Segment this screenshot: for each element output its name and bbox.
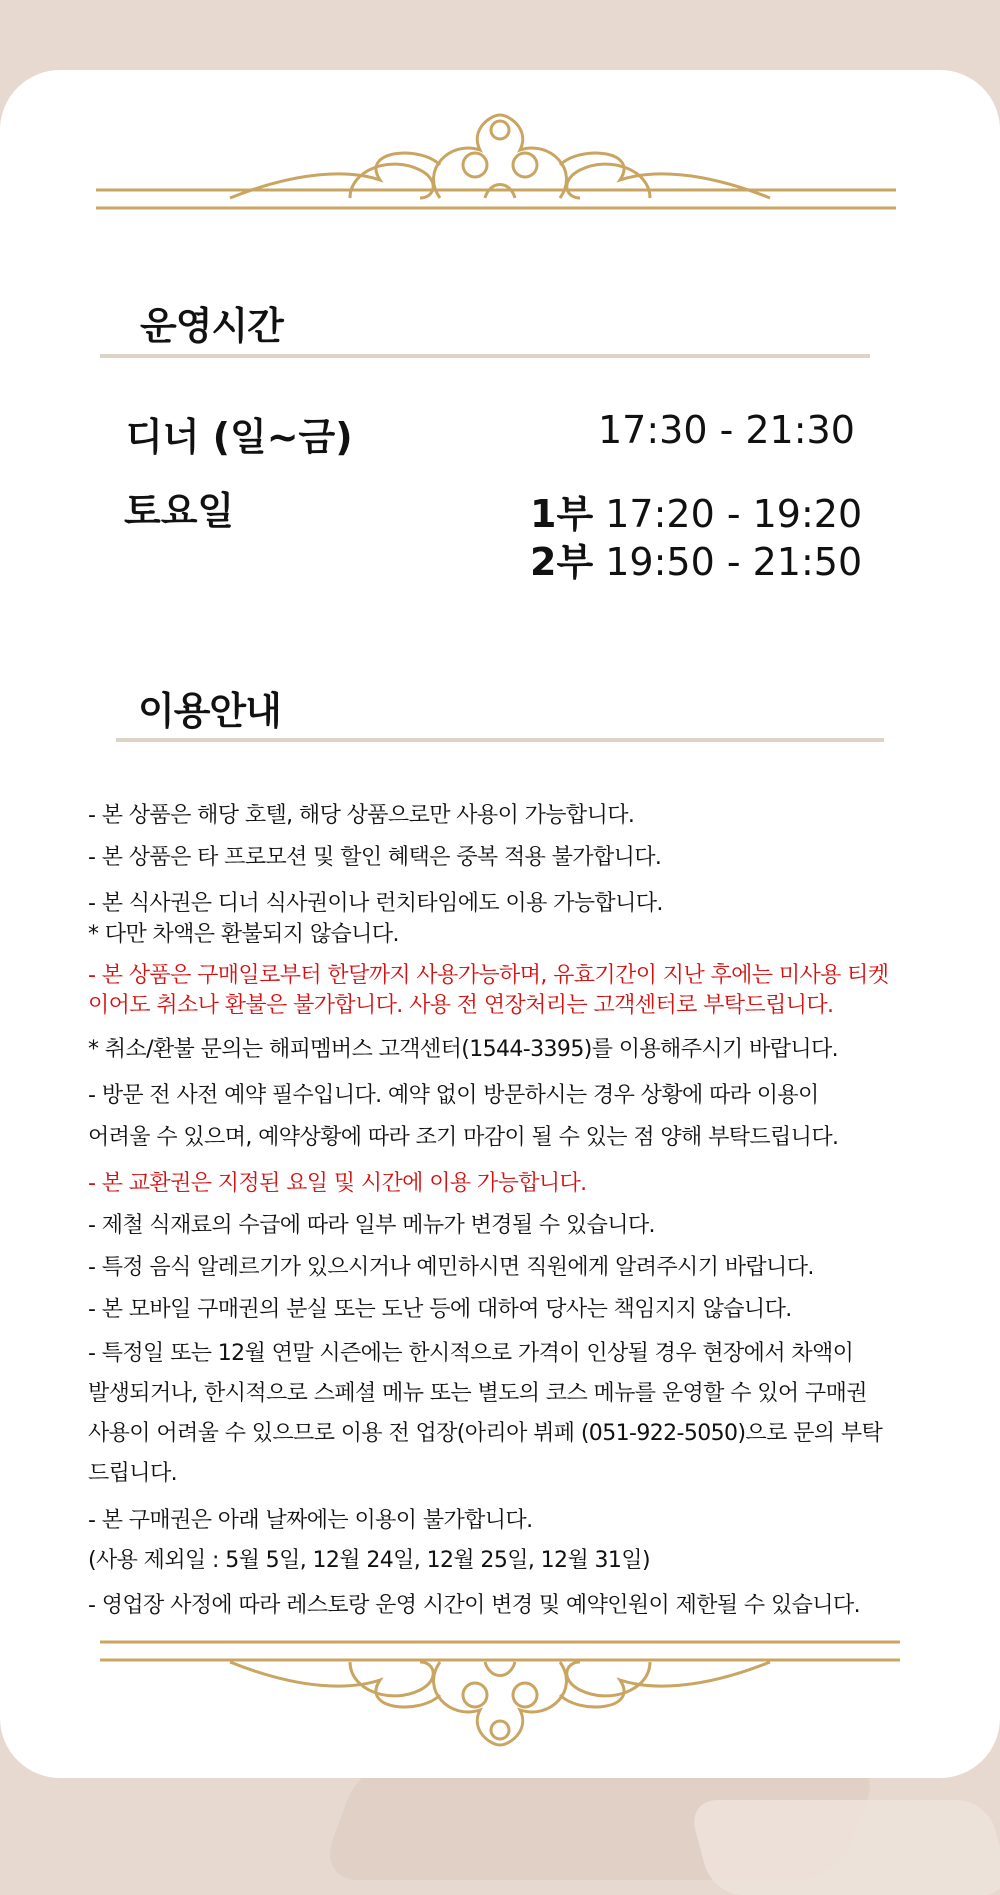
note-item: - 특정일 또는 12월 연말 시즌에는 한시적으로 가격이 인상될 경우 현장에서 차액이 xyxy=(88,1341,854,1366)
top-ornament xyxy=(0,110,1000,220)
note-item: (사용 제외일 : 5월 5일, 12월 24일, 12월 25일, 12월 31일) xyxy=(88,1548,650,1573)
note-item: * 다만 차액은 환불되지 않습니다. xyxy=(88,922,399,947)
dinner-time xyxy=(598,408,855,452)
dinner-label: 디너 (일~금) xyxy=(126,415,353,459)
note-item: - 본 상품은 타 프로모션 및 할인 혜택은 중복 적용 불가합니다. xyxy=(88,845,662,870)
guide-divider xyxy=(116,738,884,742)
saturday-session-1 xyxy=(530,483,862,538)
note-item: - 제철 식재료의 수급에 따라 일부 메뉴가 변경될 수 있습니다. xyxy=(88,1213,655,1238)
note-item: - 영업장 사정에 따라 레스토랑 운영 시간이 변경 및 예약인원이 제한될 수 있습니다. xyxy=(88,1593,860,1618)
session-2-time: 19:50 - 21:50 xyxy=(605,540,863,584)
saturday-session-2 xyxy=(530,531,862,586)
bottom-ornament xyxy=(0,1640,1000,1750)
note-item: - 특정 음식 알레르기가 있으시거나 예민하시면 직원에게 알려주시기 바랍니다. xyxy=(88,1255,814,1280)
note-item-highlight: - 본 교환권은 지정된 요일 및 시간에 이용 가능합니다. xyxy=(88,1171,587,1196)
note-item: - 본 모바일 구매권의 분실 또는 도난 등에 대하여 당사는 책임지지 않습니다. xyxy=(88,1297,792,1322)
info-card xyxy=(0,70,1000,1778)
hours-section-title: 운영시간 xyxy=(140,304,283,348)
note-item: * 취소/환불 문의는 해피멤버스 고객센터(1544-3395)를 이용해주시기 바랍니다. xyxy=(88,1037,839,1062)
note-item: 어려울 수 있으며, 예약상황에 따라 조기 마감이 될 수 있는 점 양해 부탁드립니다. xyxy=(88,1125,839,1150)
background-brush xyxy=(687,1800,1000,1895)
session-1-label: 1부 xyxy=(530,492,594,536)
guide-section-title: 이용안내 xyxy=(138,689,281,733)
note-item: - 본 구매권은 아래 날짜에는 이용이 불가합니다. xyxy=(88,1508,533,1533)
saturday-label: 토요일 xyxy=(124,489,235,533)
hours-divider xyxy=(100,354,870,358)
note-item: 사용이 어려울 수 있으므로 이용 전 업장(아리아 뷔페 (051-922-5050)으로 문의 부탁 xyxy=(88,1421,883,1446)
note-item-highlight: 이어도 취소나 환불은 불가합니다. 사용 전 연장처리는 고객센터로 부탁드립니다. xyxy=(88,993,834,1018)
note-item: - 방문 전 사전 예약 필수입니다. 예약 없이 방문하시는 경우 상황에 따라 이용이 xyxy=(88,1083,819,1108)
note-item: - 본 상품은 해당 호텔, 해당 상품으로만 사용이 가능합니다. xyxy=(88,803,635,828)
session-1-time: 17:20 - 19:20 xyxy=(605,492,863,536)
note-item: 드립니다. xyxy=(88,1461,178,1486)
dinner-time-value: 17:30 - 21:30 xyxy=(598,408,855,452)
session-2-label: 2부 xyxy=(530,540,594,584)
note-item-highlight: - 본 상품은 구매일로부터 한달까지 사용가능하며, 유효기간이 지난 후에는 미사용 티켓 xyxy=(88,963,889,988)
note-item: 발생되거나, 한시적으로 스페셜 메뉴 또는 별도의 코스 메뉴를 운영할 수 있어 구매권 xyxy=(88,1381,867,1406)
note-item: - 본 식사권은 디너 식사권이나 런치타임에도 이용 가능합니다. xyxy=(88,891,663,916)
